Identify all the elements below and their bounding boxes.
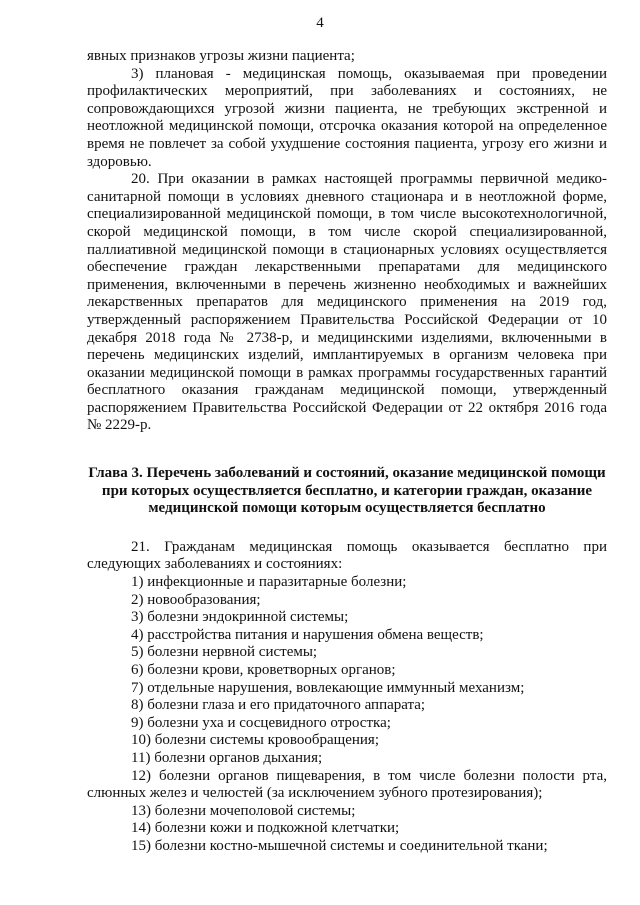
disease-list bbox=[87, 574, 607, 856]
list-item: 2) новообразования; bbox=[131, 591, 261, 608]
list-item: 6) болезни крови, кроветворных органов; bbox=[131, 662, 396, 678]
list-item: 8) болезни глаза и его придаточного аппарата; bbox=[131, 697, 426, 714]
list-item: 14) болезни кожи и подкожной клетчатки; bbox=[131, 820, 400, 837]
list-item: 5) болезни нервной системы; bbox=[131, 644, 318, 661]
paragraph-20: 20. При оказании в рамках настоящей программы первичной медико-санитарной помощи в условиях дневного стационара и в неотложной форме, специализированной медицинской помощи, в том числе высокотехнологичной, скорой медицинской помощи, в том числе скорой специализированной, паллиативной медицинской помощи в стационарных условиях осуществляется обеспечение граждан лекарственными препаратами для медицинского применения, включенными в перечень жизненно необходимых и важнейших лекарственных препаратов для медицинского применения на 2019 год, утвержденный распоряжением Правительства Российской Федерации от 10 декабря 2018 года № 2738-р, и медицинскими изделиями, включенными в перечень медицинских изделий, имплантируемых в организм человека при оказании медицинской помощи в рамках программы государственных гарантий бесплатного оказания гражданам медицинской помощи, утвержденный распоряжением Правительства Российской Федерации от 22 октября 2016 года № 2229-р. bbox=[87, 171, 607, 434]
list-item: 15) болезни костно-мышечной системы и соединительной ткани; bbox=[131, 837, 548, 854]
document-body bbox=[87, 48, 607, 856]
list-item: 13) болезни мочеполовой системы; bbox=[131, 802, 356, 819]
paragraph-planned-care: 3) плановая - медицинская помощь, оказываемая при проведении профилактических мероприятий, при заболеваниях и состояниях, не сопровождающихся угрозой жизни пациента, не требующих экстренной и неотложной медицинской помощи, отсрочка оказания которой на определенное время не повлечет за собой ухудшение состояния пациента, угрозу его жизни и здоровью. bbox=[87, 65, 607, 170]
chapter-heading: Глава 3. Перечень заболеваний и состояний, оказание медицинской помощи при которых осуществляется бесплатно, и категории граждан, оказание медицинской помощи которым осуществляется бесплатно bbox=[88, 465, 606, 517]
list-item: 7) отдельные нарушения, вовлекающие иммунный механизм; bbox=[131, 679, 525, 696]
paragraph-continuation: явных признаков угрозы жизни пациента; bbox=[87, 48, 355, 64]
list-item: 12) болезни органов пищеварения, в том числе болезни полости рта, слюнных желез и челюстей (за исключением зубного протезирования); bbox=[87, 767, 607, 802]
list-item: 3) болезни эндокринной системы; bbox=[131, 609, 349, 626]
page-number: 4 bbox=[316, 15, 324, 31]
list-item: 9) болезни уха и сосцевидного отростка; bbox=[131, 714, 391, 731]
list-item: 11) болезни органов дыхания; bbox=[131, 749, 323, 766]
paragraph-21-intro: 21. Гражданам медицинская помощь оказывается бесплатно при следующих заболеваниях и состояниях: bbox=[87, 538, 607, 573]
list-item: 4) расстройства питания и нарушения обмена веществ; bbox=[131, 626, 484, 643]
list-item: 1) инфекционные и паразитарные болезни; bbox=[131, 574, 407, 591]
list-item: 10) болезни системы кровообращения; bbox=[131, 732, 379, 749]
